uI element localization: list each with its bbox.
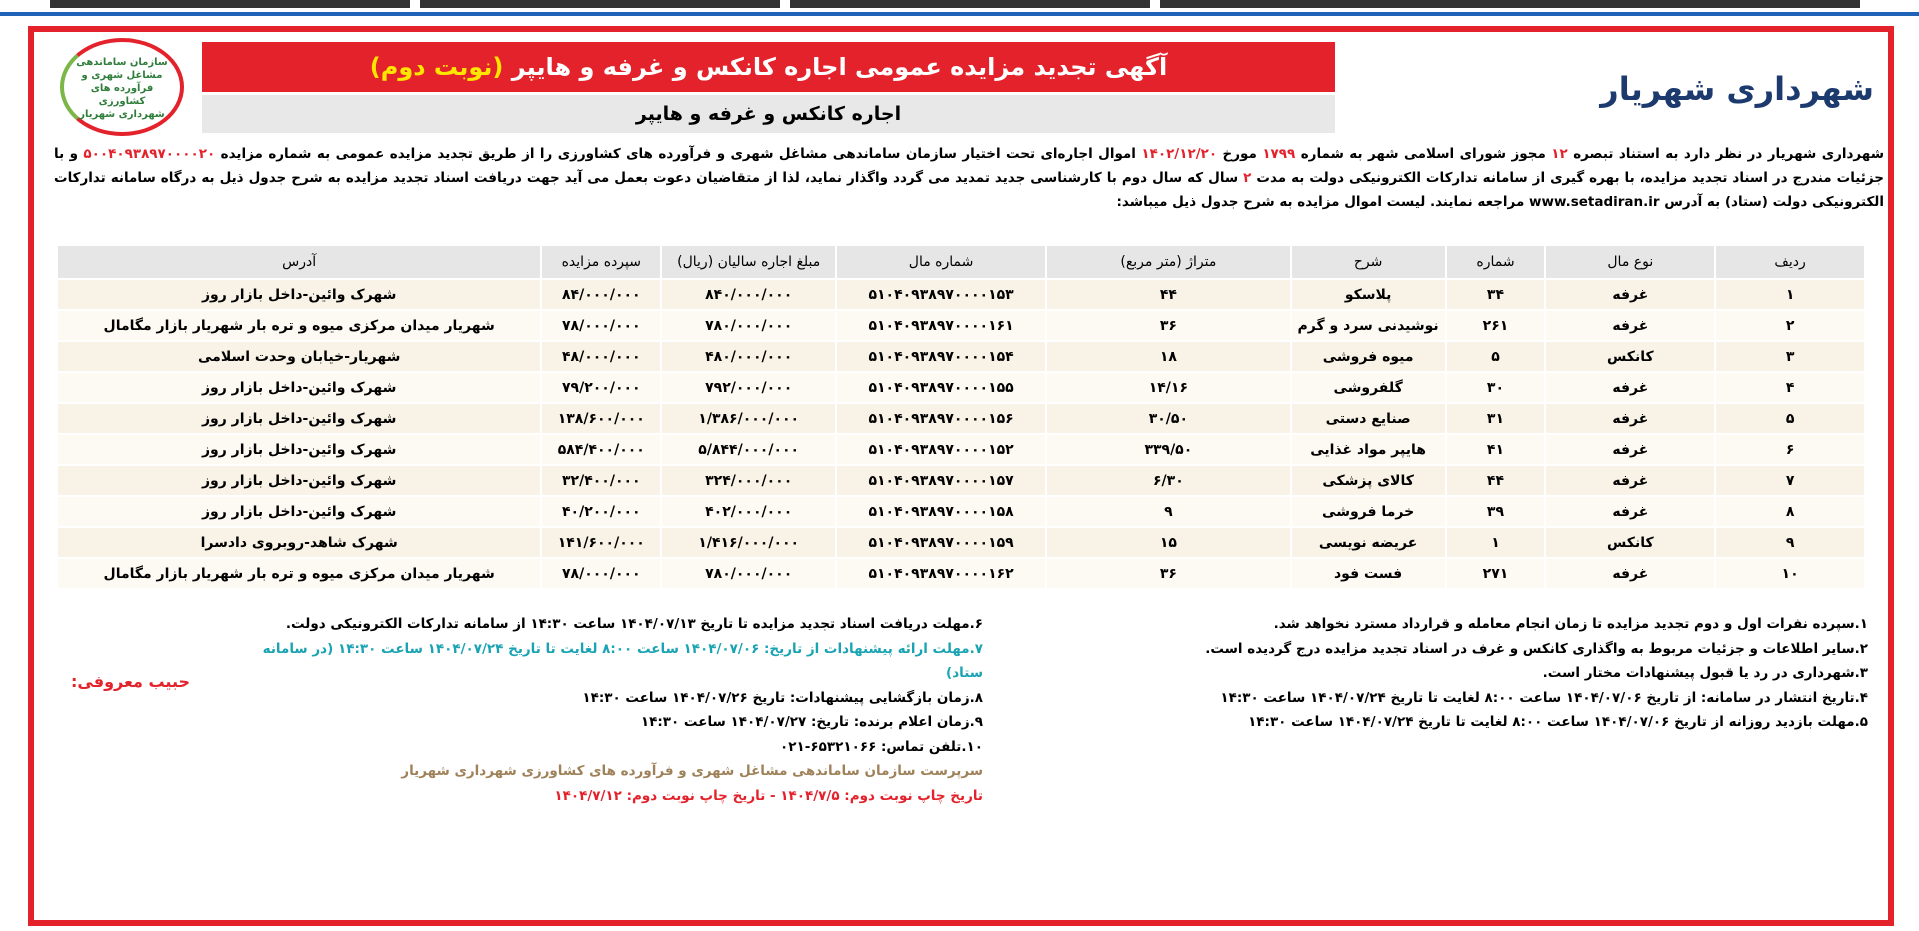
table-cell: ۳۳۹/۵۰: [1046, 434, 1291, 465]
table-cell: ۷۸۰/۰۰۰/۰۰۰: [661, 558, 836, 589]
column-header: شرح: [1291, 245, 1446, 279]
column-header: سپرده مزایده: [541, 245, 661, 279]
column-header: نوع مال: [1545, 245, 1715, 279]
table-cell: ۵: [1715, 403, 1865, 434]
table-cell: ۳۰: [1446, 372, 1546, 403]
table-cell: ۳۴: [1446, 279, 1546, 310]
note-5: ۵.مهلت بازدید روزانه از تاریخ ۱۴۰۴/۰۷/۰۶ ساعت ۸:۰۰ لغایت تا تاریخ ۱۴۰۴/۰۷/۲۴ ساعت ۱۴:۳۰: [1248, 714, 1868, 730]
table-cell: غرفه: [1545, 558, 1715, 589]
note-1: ۱.سپرده نفرات اول و دوم تجدید مزایده تا زمان انجام معامله و قرارداد مسترد نخواهد شد.: [1273, 616, 1868, 632]
table-row: [57, 465, 1865, 496]
table-cell: کالای پزشکی: [1291, 465, 1446, 496]
table-cell: ۲۶۱: [1446, 310, 1546, 341]
table-cell: ۶/۳۰: [1046, 465, 1291, 496]
table-cell: ۱۴/۱۶: [1046, 372, 1291, 403]
table-cell: ۴۱: [1446, 434, 1546, 465]
signature-name: حبیب معروفی:: [71, 672, 190, 691]
note-2: ۲.سایر اطلاعات و جزئیات مربوط به واگذاری کانکس و غرف در اسناد تجدید مزایده درج گردیده است.: [1205, 640, 1868, 657]
intro-paragraph: شهرداری شهریار در نظر دارد به استناد تبصره ۱۲ مجوز شورای اسلامی شهر به شماره ۱۷۹۹ مورخ ۱۴۰۲/۱۲/۲۰ اموال اجاره‌ای تحت اختیار سازمان ساماندهی مشاغل شهری و فرآورده های کشاورزی را از طریق تجدید مزایده عمومی به شماره مزایده ۵۰۰۴۰۹۳۸۹۷۰۰۰۰۲۰ و با جزئیات مندرج در اسناد تجدید مزایده، با بهره گیری از سامانه تدارکات الکترونیکی دولت به مدت ۲ سال که سال دوم با کارشناسی جدید تمدید می گردد واگذار نماید، لذا از متقاضیان دعوت بعمل می آید جهت دریافت اسناد تجدید مزایده به شرح جدول ذیل به درگاه سامانه تدارکات الکترونیکی دولت (ستاد) به آدرس www.setadiran.ir مراجعه نمایند. لیست اموال مزایده به شرح جدول ذیل میباشد:: [54, 146, 1884, 210]
table-cell: شهرک وائین-داخل بازار روز: [57, 372, 541, 403]
table-cell: ۹: [1046, 496, 1291, 527]
municipality-logo: شهرداری شهریار: [1600, 70, 1874, 108]
table-cell: ۹: [1715, 527, 1865, 558]
table-cell: ۴۰/۲۰۰/۰۰۰: [541, 496, 661, 527]
table-cell: ۶: [1715, 434, 1865, 465]
table-cell: ۴۰۲/۰۰۰/۰۰۰: [661, 496, 836, 527]
table-cell: فست فود: [1291, 558, 1446, 589]
table-cell: ۱/۴۱۶/۰۰۰/۰۰۰: [661, 527, 836, 558]
notes-right: [998, 612, 1868, 735]
column-header: مبلغ اجاره سالیان (ریال): [661, 245, 836, 279]
table-row: [57, 527, 1865, 558]
table-cell: ۷: [1715, 465, 1865, 496]
table-cell: پلاسکو: [1291, 279, 1446, 310]
table-cell: ۴۸/۰۰۰/۰۰۰: [541, 341, 661, 372]
note-8: ۸.زمان بازگشایی پیشنهادات: تاریخ ۱۴۰۴/۰۷/۲۶ ساعت ۱۴:۳۰: [582, 689, 983, 706]
table-cell: ۸۴/۰۰۰/۰۰۰: [541, 279, 661, 310]
table-cell: ۵۸۴/۴۰۰/۰۰۰: [541, 434, 661, 465]
table-cell: ۸۴۰/۰۰۰/۰۰۰: [661, 279, 836, 310]
table-cell: ۲: [1715, 310, 1865, 341]
table-cell: شهرک وائین-داخل بازار روز: [57, 279, 541, 310]
column-header: ردیف: [1715, 245, 1865, 279]
table-cell: ۳۲/۴۰۰/۰۰۰: [541, 465, 661, 496]
note-3: ۳.شهرداری در رد یا قبول پیشنهادات مختار است.: [1542, 665, 1868, 681]
table-cell: ۷۸/۰۰۰/۰۰۰: [541, 310, 661, 341]
table-cell: ۵/۸۴۴/۰۰۰/۰۰۰: [661, 434, 836, 465]
table-row: [57, 372, 1865, 403]
title-text: آگهی تجدید مزایده عمومی اجاره کانکس و غرفه و هایپر: [511, 53, 1168, 81]
table-cell: ۴۴: [1446, 465, 1546, 496]
setadiran-link[interactable]: www.setadiran.ir: [1529, 194, 1660, 210]
table-cell: شهریار میدان مرکزی میوه و تره بار شهریار بازار مگامال: [57, 558, 541, 589]
table-cell: ۴۴: [1046, 279, 1291, 310]
column-header: متراژ (متر مربع): [1046, 245, 1291, 279]
table-cell: کانکس: [1545, 527, 1715, 558]
table-row: [57, 558, 1865, 589]
table-row: [57, 341, 1865, 372]
table-cell: ۵۱۰۴۰۹۳۸۹۷۰۰۰۰۱۵۵: [836, 372, 1046, 403]
table-cell: صنایع دستی: [1291, 403, 1446, 434]
table-cell: ۱۵: [1046, 527, 1291, 558]
ad-title: [202, 42, 1335, 92]
table-row: [57, 403, 1865, 434]
table-cell: ۵۱۰۴۰۹۳۸۹۷۰۰۰۰۱۵۷: [836, 465, 1046, 496]
table-cell: ۲۷۱: [1446, 558, 1546, 589]
table-row: [57, 434, 1865, 465]
table-row: [57, 310, 1865, 341]
column-header: شماره مال: [836, 245, 1046, 279]
table-row: [57, 279, 1865, 310]
table-cell: ۳۶: [1046, 310, 1291, 341]
table-cell: ۷۸۰/۰۰۰/۰۰۰: [661, 310, 836, 341]
table-cell: شهرک وائین-داخل بازار روز: [57, 434, 541, 465]
table-cell: ۷۸/۰۰۰/۰۰۰: [541, 558, 661, 589]
note-9: ۹.زمان اعلام برنده: تاریخ: ۱۴۰۴/۰۷/۲۷ ساعت ۱۴:۳۰: [640, 714, 983, 730]
table-cell: ۵۱۰۴۰۹۳۸۹۷۰۰۰۰۱۵۲: [836, 434, 1046, 465]
table-cell: ۳۲۴/۰۰۰/۰۰۰: [661, 465, 836, 496]
table-cell: ۷۹۲/۰۰۰/۰۰۰: [661, 372, 836, 403]
table-cell: ۴: [1715, 372, 1865, 403]
table-cell: غرفه: [1545, 434, 1715, 465]
table-cell: ۱۳۸/۶۰۰/۰۰۰: [541, 403, 661, 434]
table-cell: ۷۹/۲۰۰/۰۰۰: [541, 372, 661, 403]
table-cell: غرفه: [1545, 496, 1715, 527]
ad-subtitle: اجاره کانکس و غرفه و هایپر: [202, 95, 1335, 133]
table-cell: ۵۱۰۴۰۹۳۸۹۷۰۰۰۰۱۵۴: [836, 341, 1046, 372]
table-cell: ۵۱۰۴۰۹۳۸۹۷۰۰۰۰۱۶۱: [836, 310, 1046, 341]
table-cell: شهرک وائین-داخل بازار روز: [57, 496, 541, 527]
table-cell: غرفه: [1545, 403, 1715, 434]
table-cell: ۵۱۰۴۰۹۳۸۹۷۰۰۰۰۱۵۶: [836, 403, 1046, 434]
table-cell: ۴۸۰/۰۰۰/۰۰۰: [661, 341, 836, 372]
table-cell: شهرک شاهد-روبروی دادسرا: [57, 527, 541, 558]
table-cell: هایپر مواد غذایی: [1291, 434, 1446, 465]
table-cell: ۱: [1715, 279, 1865, 310]
table-cell: ۱۴۱/۶۰۰/۰۰۰: [541, 527, 661, 558]
print-dates: تاریخ چاپ نوبت دوم: ۱۴۰۴/۷/۵ - تاریخ چاپ نوبت دوم: ۱۴۰۴/۷/۱۲: [554, 787, 983, 804]
column-header: آدرس: [57, 245, 541, 279]
table-cell: ۸: [1715, 496, 1865, 527]
title-highlight: (نوبت دوم): [369, 53, 504, 81]
table-cell: ۳۹: [1446, 496, 1546, 527]
table-cell: عریضه نویسی: [1291, 527, 1446, 558]
table-cell: ۳: [1715, 341, 1865, 372]
table-cell: ۱۰: [1715, 558, 1865, 589]
note-4: ۴.تاریخ انتشار در سامانه: از تاریخ ۱۴۰۴/۰۷/۰۶ ساعت ۸:۰۰ لغایت تا تاریخ ۱۴۰۴/۰۷/۲۴ ساعت ۱۴:۳۰: [1220, 689, 1868, 706]
table-cell: ۵۱۰۴۰۹۳۸۹۷۰۰۰۰۱۵۹: [836, 527, 1046, 558]
table-cell: میوه فروشی: [1291, 341, 1446, 372]
table-cell: ۱/۳۸۶/۰۰۰/۰۰۰: [661, 403, 836, 434]
organization-logo: سازمان ساماندهی مشاغل شهری و فرآورده های کشاورزی شهرداری شهریار: [60, 38, 184, 136]
table-cell: خرما فروشی: [1291, 496, 1446, 527]
table-cell: ۳۰/۵۰: [1046, 403, 1291, 434]
notes-left: [223, 612, 983, 808]
ad-frame: [28, 26, 1894, 926]
note-6: ۶.مهلت دریافت اسناد تجدید مزایده تا تاریخ ۱۴۰۴/۰۷/۱۳ ساعت ۱۴:۳۰ از سامانه تدارکات الکترونیکی دولت.: [285, 616, 983, 632]
table-cell: شهریار میدان مرکزی میوه و تره بار شهریار بازار مگامال: [57, 310, 541, 341]
table-cell: ۵: [1446, 341, 1546, 372]
table-cell: ۱: [1446, 527, 1546, 558]
table-cell: کانکس: [1545, 341, 1715, 372]
table-cell: شهریار-خیابان وحدت اسلامی: [57, 341, 541, 372]
table-cell: ۵۱۰۴۰۹۳۸۹۷۰۰۰۰۱۶۲: [836, 558, 1046, 589]
top-strip: [0, 0, 1919, 16]
table-cell: غرفه: [1545, 372, 1715, 403]
table-cell: غرفه: [1545, 465, 1715, 496]
table-cell: ۵۱۰۴۰۹۳۸۹۷۰۰۰۰۱۵۳: [836, 279, 1046, 310]
note-7: ۷.مهلت ارائه پیشنهادات از تاریخ: ۱۴۰۴/۰۷/۰۶ ساعت ۸:۰۰ لغایت تا تاریخ ۱۴۰۴/۰۷/۲۴ ساعت ۱۴:۳۰ (در سامانه ستاد): [262, 640, 983, 681]
note-10: ۱۰.تلفن تماس: ۶۵۳۲۱۰۶۶-۰۲۱: [780, 738, 983, 755]
table-row: [57, 496, 1865, 527]
table-cell: ۱۸: [1046, 341, 1291, 372]
table-cell: ۵۱۰۴۰۹۳۸۹۷۰۰۰۰۱۵۸: [836, 496, 1046, 527]
table-cell: غرفه: [1545, 279, 1715, 310]
table-cell: غرفه: [1545, 310, 1715, 341]
table-cell: گلفروشی: [1291, 372, 1446, 403]
signature-role: سرپرست سازمان ساماندهی مشاغل شهری و فرآورده های کشاورزی شهرداری شهریار: [401, 763, 983, 779]
table-cell: ۳۱: [1446, 403, 1546, 434]
table-cell: شهرک وائین-داخل بازار روز: [57, 403, 541, 434]
table-cell: نوشیدنی سرد و گرم: [1291, 310, 1446, 341]
table-cell: ۳۶: [1046, 558, 1291, 589]
table-cell: شهرک وائین-داخل بازار روز: [57, 465, 541, 496]
auction-table: [56, 244, 1866, 590]
column-header: شماره: [1446, 245, 1546, 279]
